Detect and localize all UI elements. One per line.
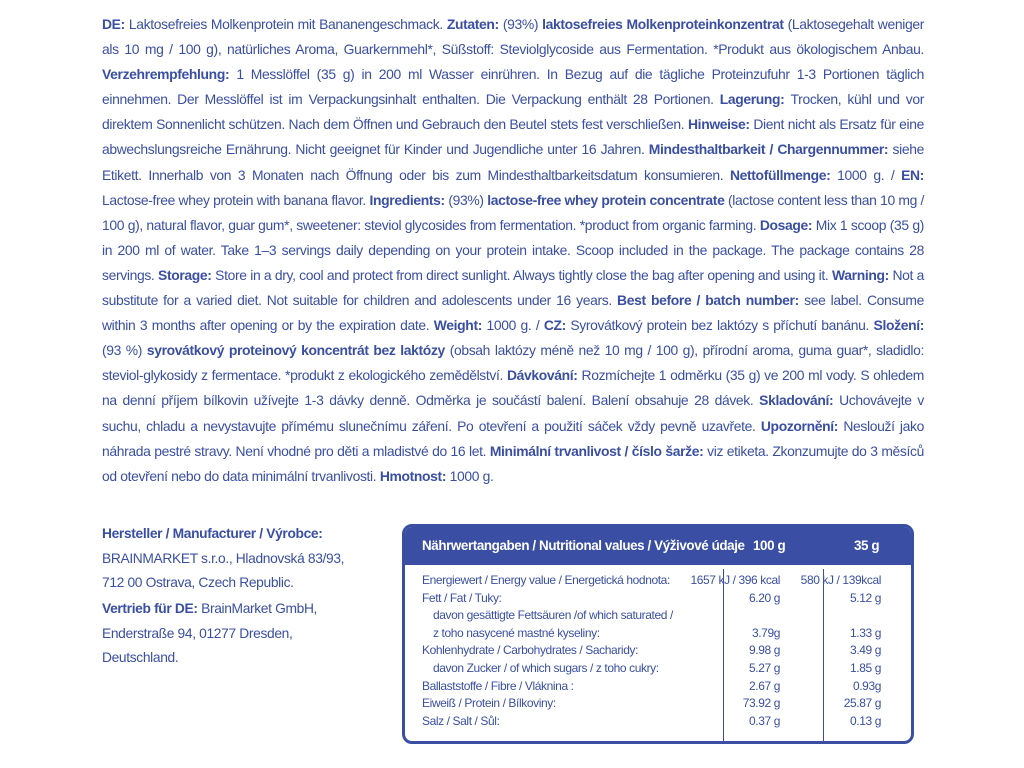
bold-label: Hmotnost: <box>379 467 450 484</box>
nutrition-row <box>405 712 911 730</box>
text-segment: Not a substitute for a varied diet. Not suitable for children and adolescents under 16 years. <box>102 266 925 309</box>
distributor-name: BrainMarket GmbH, <box>197 601 318 616</box>
bold-label: Verzehrempfehlung: <box>102 66 237 83</box>
text-segment: (93%) <box>502 16 543 32</box>
bold-label: Storage: <box>158 266 216 283</box>
text-segment: Store in a dry, cool and protect from direct sunlight. Always tightly close the bag after opening and using it. <box>215 266 833 283</box>
nutrition-row <box>405 571 911 589</box>
manufacturer-block <box>102 522 344 596</box>
nutrition-row <box>405 659 911 677</box>
manufacturer-line: 712 00 Ostrava, Czech Republic. <box>102 575 294 591</box>
nutrition-row <box>405 694 911 712</box>
bold-label: Nettofüllmenge: <box>729 166 838 183</box>
nutrition-header-label: Nährwertangaben / Nutritional values / Výživové údaje <box>422 538 745 553</box>
text-segment: Uchovávejte v suchu, chladu a nevystavujte přímému slunečnímu záření. Po otevření a použití sáček vždy pevně uzavřete. <box>102 392 925 434</box>
nutrient-label: davon Zucker / of which sugars / z toho cukry: <box>433 660 659 675</box>
bold-label: Zutaten: <box>446 16 503 32</box>
text-segment: siehe Etikett. Innerhalb von 3 Monaten nach Öffnung oder bis zum Mindesthaltbarkeitsdatum konsumieren. <box>102 141 924 183</box>
bold-label: Best before / batch number: <box>617 292 805 309</box>
bold-label: Lagerung: <box>719 91 791 108</box>
nutrition-table <box>402 524 914 744</box>
manufacturer-line: BRAINMARKET s.r.o., Hladnovská 83/93, <box>102 550 345 566</box>
text-segment: (lactose content less than 10 mg / 100 g), natural flavor, guar gum*, sweetener: steviol glycosides from fermentation. *product from organic farming. <box>102 191 925 233</box>
value-per-35g: 580 kJ / 139kcal <box>800 573 881 587</box>
value-per-100g: 0.37 g <box>749 713 780 728</box>
bold-label: Složení: <box>873 317 924 334</box>
value-per-35g: 0.13 g <box>850 713 881 728</box>
nutrient-label: davon gesättigte Fettsäuren /of which saturated / <box>433 608 673 623</box>
text-segment: Laktosefreies Molkenprotein mit Bananengeschmack. <box>128 16 447 32</box>
text-segment: (93%) <box>448 191 488 208</box>
bold-label: Dávkování: <box>506 367 582 384</box>
nutrition-row <box>405 589 911 607</box>
bold-label: Mindesthaltbarkeit / Chargennummer: <box>648 141 893 158</box>
bold-label: Upozornění: <box>760 417 844 434</box>
nutrition-row <box>405 677 911 695</box>
nutrition-table-header <box>405 527 911 565</box>
nutrition-col-100g: 100 g <box>753 538 786 553</box>
bold-label: Minimální trvanlivost / číslo šarže: <box>489 442 708 459</box>
bold-label: Skladování: <box>759 392 840 409</box>
bold-label: Hinweise: <box>688 116 754 133</box>
value-per-35g: 5.12 g <box>850 590 881 605</box>
text-segment: Rozmíchejte 1 odměrku (35 g) ve 200 ml vody. S ohledem na denní příjem bílkovin užívejte 1-3 dávky denně. Odměrka je součástí balení. Balení obsahuje 28 dávek. <box>102 367 925 409</box>
text-segment: Neslouží jako náhrada pestré stravy. Není vhodné pro děti a mladistvé do 16 let. <box>102 417 924 459</box>
text-segment: viz etiketa. Zkonzumujte do 3 měsíců od otevření nebo do data minimální trvanlivosti. <box>102 442 924 484</box>
bold-label: EN: <box>901 166 924 183</box>
bold-label: Weight: <box>433 317 487 334</box>
text-segment: Lactose-free whey protein with banana flavor. <box>102 191 370 208</box>
text-segment: Syrovátkový protein bez laktózy s příchutí banánu. <box>570 317 874 334</box>
nutrition-row <box>405 641 911 659</box>
bold-label: Warning: <box>832 266 893 283</box>
value-per-35g: 1.33 g <box>850 625 881 640</box>
value-per-100g: 1657 kJ / 396 kcal <box>690 573 780 587</box>
value-per-100g: 2.67 g <box>749 678 780 693</box>
nutrient-label: Fett / Fat / Tuky: <box>422 590 502 605</box>
distributor-block <box>102 597 317 671</box>
nutrition-col-35g: 35 g <box>854 538 880 553</box>
value-per-100g: 3.79g <box>751 625 780 640</box>
nutrient-label: Eiweiß / Protein / Bílkoviny: <box>422 696 556 711</box>
nutrient-label: Salz / Salt / Sůl: <box>422 713 500 728</box>
bold-label: CZ: <box>543 317 571 334</box>
nutrient-label: Ballaststoffe / Fibre / Vláknina : <box>422 678 574 693</box>
text-segment: (93 %) <box>102 342 147 359</box>
distributor-line: Enderstraße 94, 01277 Dresden, <box>102 625 293 641</box>
nutrient-label: z toho nasycené mastné kyseliny: <box>433 625 600 640</box>
nutrient-label: Kohlenhydrate / Carbohydrates / Sacharidy: <box>422 643 638 658</box>
nutrition-table-body <box>405 571 911 729</box>
value-per-35g: 25.87 g <box>843 696 881 711</box>
bold-label: laktosefreies Molkenproteinkonzentrat <box>542 16 788 32</box>
value-per-35g: 0.93g <box>852 678 881 693</box>
value-per-100g: 73.92 g <box>742 696 780 711</box>
nutrition-row <box>405 606 911 624</box>
value-per-100g: 9.98 g <box>749 643 780 658</box>
value-per-100g: 5.27 g <box>749 660 780 675</box>
manufacturer-heading: Hersteller / Manufacturer / Výrobce: <box>102 526 323 541</box>
text-segment: Mix 1 scoop (35 g) in 200 ml of water. Take 1–3 servings daily depending on your protein intake. Scoop included in the package. The package contains 28 servings. <box>102 216 924 283</box>
text-segment: (obsah laktózy méně než 10 mg / 100 g), přírodní aroma, guma guar*, sladidlo: steviol-glykosidy z fermentace. *produkt z ekologického zemědělství. <box>102 342 924 384</box>
text-segment: (Laktosegehalt weniger als 10 mg / 100 g), natürliches Aroma, Guarkernmehl*, Süßstoff: Steviolglycoside aus Fermentation. *Produkt aus ökologischem Anbau. <box>102 16 924 58</box>
nutrition-row <box>405 624 911 642</box>
bold-label: Dosage: <box>759 216 816 233</box>
bold-label: syrovátkový proteinový koncentrát bez laktózy <box>146 342 450 359</box>
value-per-35g: 3.49 g <box>850 643 881 658</box>
value-per-100g: 6.20 g <box>749 590 780 605</box>
text-segment: 1000 g. / <box>486 317 544 334</box>
text-segment: Trocken, kühl und vor direktem Sonnenlicht schützen. Nach dem Öffnen und Gebrauch den Beutel stets fest verschließen. <box>102 91 924 133</box>
nutrient-label: Energiewert / Energy value / Energetická hodnota: <box>422 573 670 587</box>
text-segment: Dient nicht als Ersatz für eine abwechslungsreiche Ernährung. Nicht geeignet für Kinder und Jugendliche unter 16 Jahren. <box>102 116 925 158</box>
ingredients-paragraph <box>102 12 924 489</box>
distributor-heading: Vertrieb für DE: <box>102 601 198 616</box>
bold-label: Ingredients: <box>369 191 449 208</box>
distributor-line: Deutschland. <box>102 650 179 666</box>
text-segment: 1 Messlöffel (35 g) in 200 ml Wasser einrühren. In Bezug auf die tägliche Proteinzufuhr 1-3 Portionen täglich einnehmen. Der Messlöffel ist im Verpackungsinhalt enthalten. Die Verpackung enthält 28 Portionen. <box>102 66 924 108</box>
value-per-35g: 1.85 g <box>850 660 881 675</box>
text-segment: 1000 g. / <box>837 166 902 183</box>
text-segment: see label. Consume within 3 months after opening or by the expiration date. <box>102 292 924 334</box>
bold-label: DE: <box>102 16 129 32</box>
text-segment: 1000 g. <box>449 467 494 484</box>
bold-label: lactose-free whey protein concentrate <box>487 191 728 208</box>
